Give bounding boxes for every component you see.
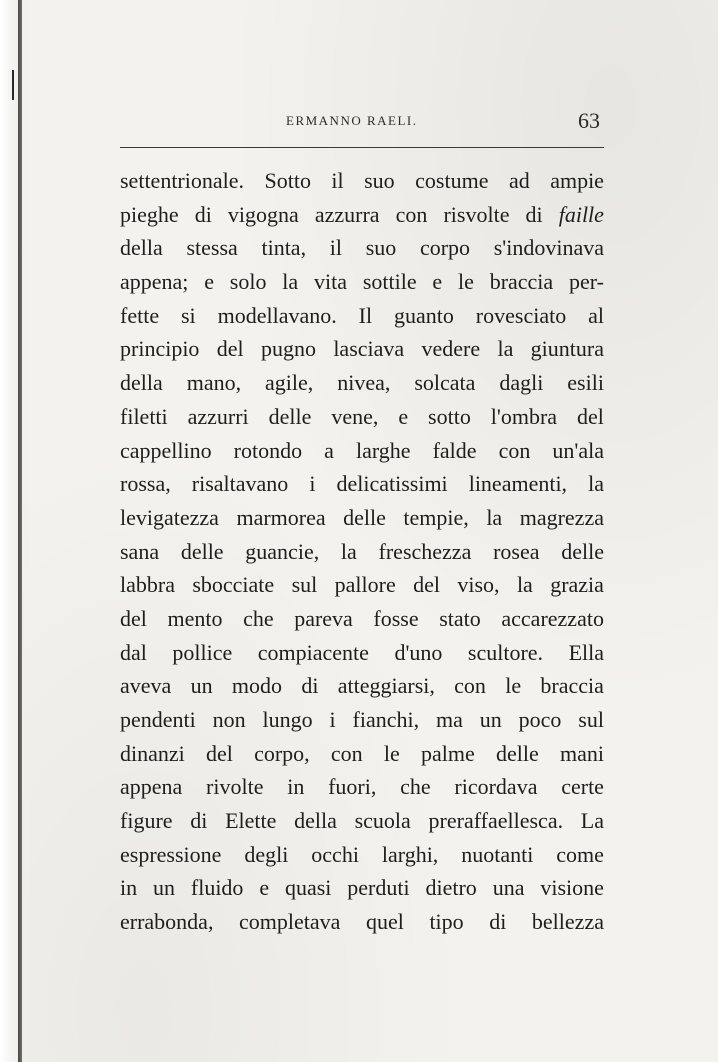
running-title: ERMANNO RAELI. [286,113,418,128]
running-head [120,108,604,138]
text-line: errabonda, completava quel tipo di bellezza [120,909,604,935]
text-line: dinanzi del corpo, con le palme delle mani [120,740,604,766]
binding-mark [12,70,14,100]
text-line: cappellino rotondo a larghe falde con un'ala [120,437,604,463]
text-line: labbra sbocciate sul pallore del viso, la grazia [120,572,604,598]
text-line: appena rivolte in fuori, che ricordava certe [120,774,604,800]
text-line: fette si modellavano. Il guanto rovesciato al [120,302,604,328]
text-line: dal pollice compiacente d'uno scultore. Ella [120,639,604,665]
text-line: filetti azzurri delle vene, e sotto l'ombra del [120,403,604,429]
text-line: pendenti non lungo i fianchi, ma un poco sul [120,707,604,732]
body-text [120,164,604,939]
page-gutter [0,0,32,1062]
text-line: appena; e solo la vita sottile e le braccia per- [120,269,604,295]
text-line: della stessa tinta, il suo corpo s'indovinava [120,235,604,261]
text-line: sana delle guancie, la freschezza rosea delle [120,538,604,564]
text-line: espressione degli occhi larghi, nuotanti come [120,841,604,867]
text-line: settentrionale. Sotto il suo costume ad ampie [120,168,604,193]
header-rule [120,147,604,148]
text-line: rossa, risaltavano i delicatissimi lineamenti, la [120,471,604,497]
text-line: levigatezza marmorea delle tempie, la magrezza [120,504,604,530]
text-line: della mano, agile, nivea, solcata dagli esili [120,370,604,396]
text-line: del mento che pareva fosse stato accarezzato [120,605,604,631]
text-line: figure di Elette della scuola preraffaellesca. La [120,808,604,834]
binding-spine-shadow [18,0,22,1062]
text-line: in un fluido e quasi perduti dietro una visione [120,875,604,901]
text-line: aveva un modo di atteggiarsi, con le braccia [120,673,604,699]
page-number: 63 [578,108,600,133]
text-line: pieghe di vigogna azzurra con risvolte di faille [120,201,604,227]
text-line: principio del pugno lasciava vedere la giuntura [120,336,604,362]
